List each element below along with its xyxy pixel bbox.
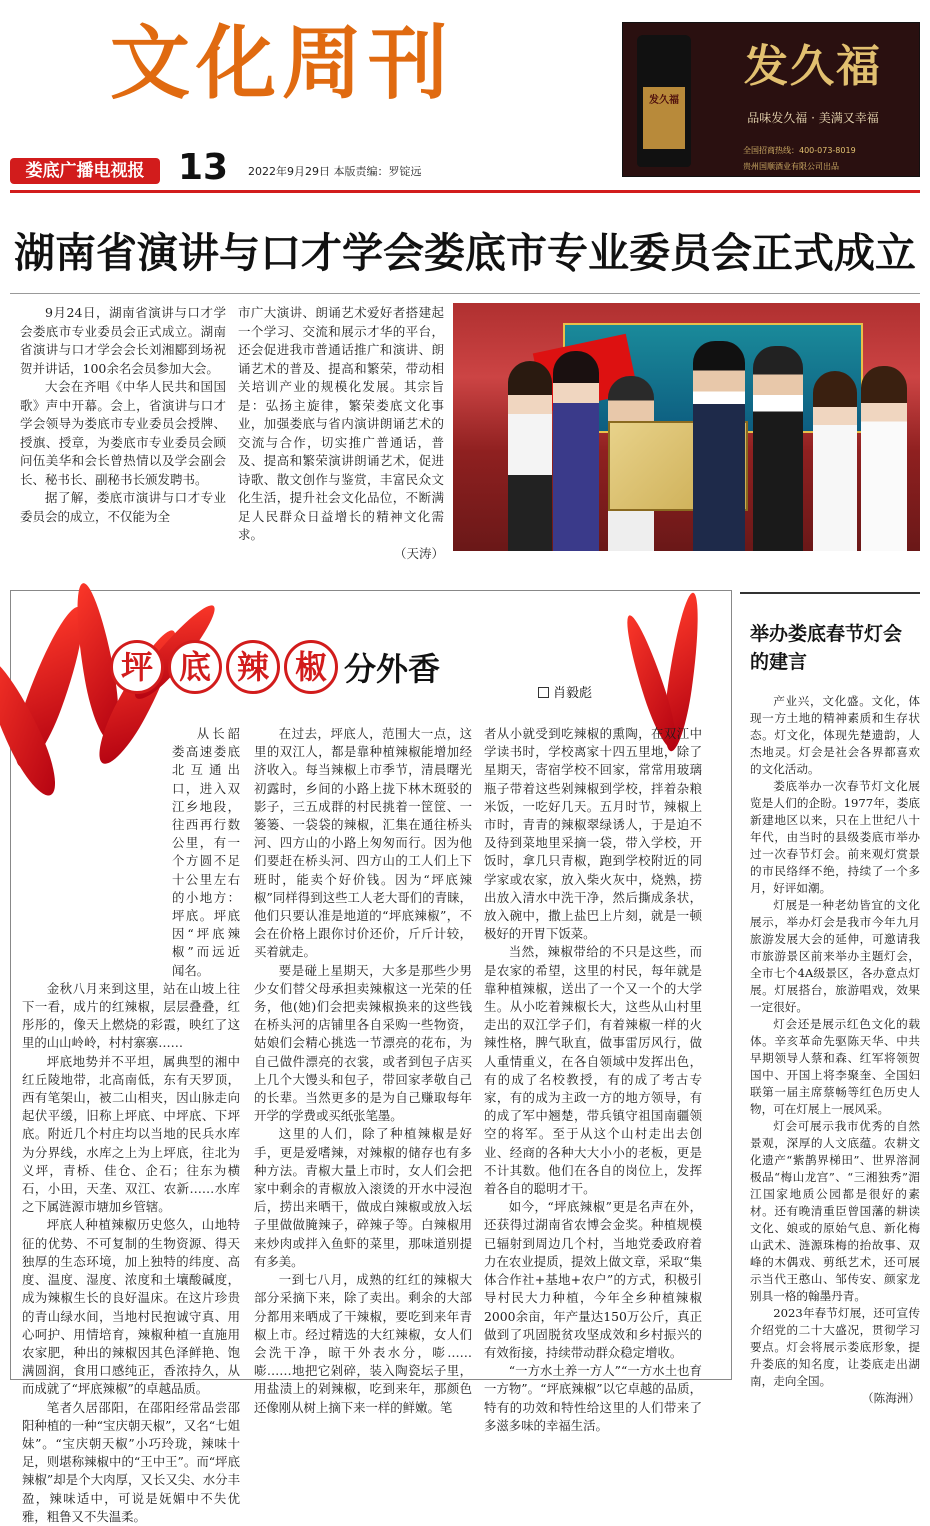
sidebar-title: 举办娄底春节灯会的建言	[750, 623, 903, 673]
article1-paragraph: 市广大演讲、朗诵艺术爱好者搭建起一个学习、交流和展示才华的平台，还会促进我市普通话推广和演讲、朗诵艺术的普及、提高和繁荣，带动相关培训产业的规模化发展。其宗旨是：弘扬主旋律，繁荣娄底文化事业，加强娄底与省内演讲朗诵艺术的交流与合作，切实推广普通话，普及、提高和繁荣演讲朗诵艺术，促进诗歌、散文创作与鉴赏，丰富民众文化生活，提升社会文化品位，不断满足人民群众日益增长的精神文化需求。	[238, 305, 444, 542]
ad-company: 贵州国顺酒业有限公司出品	[743, 162, 839, 171]
article2-paragraph: 在过去，坪底人，范围大一点，这里的双江人，都是靠种植辣椒能增加经济收入。每当辣椒上市季节，清晨曙光初露时，乡间的小路上拢下林木斑驳的影子，三五成群的村民挑着一筐筐、一篓篓、一袋袋的辣椒，汇集在通往桥头河、四方山的小路上匆匆而行。因为他们要赶在桥头河、四方山的工人们上下班时，能卖个好价钱。因为“坪底辣椒”同样得到这些工人老大哥们的青睐，他们只要认准是地道的“坪底辣椒”，不会在价格上跟你讨价还价，斤斤计较，买着就走。	[254, 726, 472, 960]
byline-box-icon	[538, 687, 549, 698]
article1-paragraph: 9月24日，湖南省演讲与口才学会娄底市专业委员会正式成立。湖南省演讲与口才学会会长刘湘郾到场祝贺并讲话，100余名会员参加大会。	[20, 305, 226, 376]
article2-paragraph: 笔者久居邵阳，在邵阳经常品尝邵阳种植的一种“宝庆朝天椒”，又名“七姐妹”。“宝庆朝天椒”小巧玲珑，辣味十足，则堪称辣椒中的“王中王”。而“坪底辣椒”却是个大肉厚，又长又尖、水分丰盈，辣味适中，可说是妩媚中不失优雅，粗鲁又不失温柔。	[22, 1399, 240, 1524]
page-number: 13	[178, 147, 229, 188]
sidebar-paragraph: 灯会还是展示红色文化的载体。辛亥革命先驱陈天华、中共早期领导人蔡和森、红军将领贺国中、开国上将李聚奎、全国妇联第一届主席蔡畅等红色历史人物，可在灯展上一展风采。	[750, 1017, 920, 1116]
article2-column-2	[254, 725, 472, 1417]
sidebar-paragraph: 灯展是一种老幼皆宜的文化展示，举办灯会是我市今年九月旅游发展大会的延伸，可邀请我市旅游景区前来举办主题灯会，全市七个4A级景区，各办意点灯展。灯展搭台，旅游唱戏，效果一定很好。	[750, 898, 920, 1014]
feature-title	[110, 640, 440, 706]
liquor-advertisement[interactable]	[622, 22, 920, 177]
article2-paragraph: 从长韶娄高速娄底北互通出口，进入双江乡地段，往西再行数公里，有一个方圆不足十公里左右的小地方：坪底。坪底因“坪底辣椒”而远近闻名。	[172, 726, 240, 978]
headline-divider	[10, 293, 920, 294]
article2-paragraph: 这里的人们，除了种植辣椒是好手，更是爱嗜辣，对辣椒的储存也有多种方法。青椒大量上市时，女人们会把家中剩余的青椒放入滚烫的开水中浸泡后，捞出来晒干，做成白辣椒或放入坛子里做做腌辣子，碎辣子等。白辣椒用来炒肉或拌入鱼虾的菜里，那味道别提有多美。	[254, 1126, 472, 1269]
sidebar-paragraph: 灯会可展示我市优秀的自然景观，深厚的人文底蕴。农耕文化遗产“紫鹊界梯田”、世界溶洞极品“梅山龙宫”、“三湘独秀”湄江国家地质公园都是很好的素材。还有晚清重臣曾国藩的耕读文化、娘或的原始气息、新化梅山武术、涟源珠梅的抬故事、双峰的木偶戏、剪纸艺术，还可展示当代王憨山、邹传安、颜家龙别具一格的翰墨丹青。	[750, 1119, 920, 1303]
article2-column-3	[484, 725, 702, 1435]
feature-author: 肖毅彪	[553, 686, 593, 701]
title-char: 椒	[284, 640, 338, 694]
photo-person	[813, 371, 857, 551]
sidebar-paragraph: 娄底举办一次春节灯文化展览是人们的企盼。1977年，娄底新建地区以来，只在上世纪八十年代，由当时的县级娄底市举办过一次春节灯会。前来观灯赏景的市民络绎不绝，持续了一个多月，好评如潮。	[750, 779, 920, 895]
sidebar-paragraph: 2023年春节灯展，还可宣传介绍党的二十大盛况，贯彻学习要点。灯会将展示娄底形象，提升娄底的知名度，让娄底走出湖南，走向全国。	[750, 1306, 920, 1388]
article2-column-1	[22, 725, 240, 1526]
title-char: 底	[168, 640, 222, 694]
article1-column-1	[20, 304, 226, 526]
article2-paragraph: 金秋八月来到这里，站在山坡上往下一看，成片的红辣椒，层层叠叠，红彤彤的，像天上燃烧的彩霞，映红了这里的山山岭岭，村村寨寨……	[22, 980, 240, 1051]
photo-person	[693, 341, 745, 551]
masthead-divider	[10, 190, 920, 193]
title-rest: 分外香	[344, 650, 441, 688]
photo-person	[753, 346, 803, 551]
ad-brand: 发久福	[744, 41, 882, 92]
ceremony-photo	[453, 303, 920, 551]
sidebar-body	[750, 693, 920, 1407]
masthead-title: 文化周刊	[110, 17, 454, 110]
article1-paragraph: 据了解，娄底市演讲与口才专业委员会的成立，不仅能为全	[20, 490, 226, 524]
paper-name-badge: 娄底广播电视报	[10, 158, 160, 184]
sidebar-signature: （陈海洲）	[862, 1391, 920, 1405]
article1-headline: 湖南省演讲与口才学会娄底市专业委员会正式成立	[14, 229, 916, 277]
ad-phone: 全国招商热线：400-073-8019	[743, 146, 856, 155]
article2-paragraph: 坪底地势并不平坦，属典型的湘中红丘陵地带，北高南低，东有天罗顶，西有笔架山，被二山相夹，因山脉走向起伏平缓，旧称上坪底、中坪底、下坪底。附近几个村庄均以当地的民兵水库为分界线，水库之上为上坪底，往北为义坪，青桥、佳仓、企石；往东为横石，小田，天垄、双江、农新……水库之下属涟源市塘加乡管辖。	[22, 1053, 240, 1215]
article1-signature: （天涛）	[393, 545, 444, 561]
feature-byline	[538, 682, 592, 701]
photo-person	[508, 361, 552, 551]
photo-person	[553, 351, 599, 551]
title-char: 辣	[226, 640, 280, 694]
photo-person	[861, 366, 907, 551]
sidebar-paragraph: 产业兴，文化盛。文化，体现一方土地的精神素质和生存状态。灯文化，体现先楚遗韵，人杰地灵。灯会是社会各界都喜欢的文化活动。	[750, 694, 920, 776]
article2-paragraph: 如今，“坪底辣椒”更是名声在外，还获得过湖南省农博会金奖。种植规模已辐射到周边几个村，当地党委政府着力在农业提质，提效上做文章，采取“集体合作社+基地+农户”的方式，积极引导村民大力种植，今年全乡种植辣椒2000余亩，年产量达150万公斤，真正做到了巩固脱贫攻坚成效和乡村振兴的有效衔接，持续带动群众稳定增收。	[484, 1199, 702, 1360]
article1-column-2	[238, 304, 444, 563]
article1-paragraph: 大会在齐唱《中华人民共和国国歌》声中开幕。会上，省演讲与口才学会领导为娄底市专业委员会授牌、授旗、授章，为娄底市专业委员会顾问伍美华和会长曾热情以及学会副会长、秘书长、副秘书长颁发聘书。	[20, 379, 226, 487]
issue-info: 2022年9月29日 本版责编：罗锭远	[248, 165, 422, 178]
bottle-label: 发久福	[643, 87, 685, 149]
ad-slogan: 品味发久福 · 美满又幸福	[747, 111, 879, 125]
article2-paragraph: 坪底人种植辣椒历史悠久，山地特征的优势、不可复制的生物资源、得天独厚的生态环境，加上独特的纬度、高度、温度、湿度、浓度和土壤酸碱度，成为辣椒生长的良好温床。在这片珍贵的青山绿水间，当地村民抱诚守真、用心呵护、用情培育，辣椒种植一直施用农家肥，种出的辣椒因其色泽鲜艳、饱满圆润，食用口感纯正，香浓持久，从而成就了“坪底辣椒”的卓越品质。	[22, 1217, 240, 1397]
title-char: 坪	[110, 640, 164, 694]
sidebar-divider	[740, 592, 920, 594]
bottle-image	[637, 35, 691, 167]
article2-paragraph: “一方水土养一方人”“一方水土也育一方物”。“坪底辣椒”以它卓越的品质，特有的功效和特性给这里的人们带来了多滋多味的幸福生活。	[484, 1363, 702, 1433]
article2-paragraph: 者从小就受到吃辣椒的熏陶，在双江中学读书时，学校离家十四五里地，除了星期天，寄宿学校不回家，常常用玻璃瓶子带着这些剁辣椒到学校，拌着杂粮米饭，一吃好几天。五月时节，辣椒上市时，青青的辣椒翠绿诱人，于是迫不及待到菜地里采摘一袋，带入学校，开饭时，拿几只青椒，跑到学校附近的同学家或农家，放入柴火灰中，烧熟，捞出放入清水中洗干净，然后撕成条状，放入碗中，撒上盐巴上片刻，就是一顿极好的开胃下饭菜。	[484, 726, 702, 942]
article2-paragraph: 当然，辣椒带给的不只是这些，而是农家的希望，这里的村民，每年就是靠种植辣椒，送出了一个又一个的大学生。从小吃着辣椒长大，这些从山村里走出的双江学子们，有着辣椒一样的火辣性格，脾气耿直，做事雷厉风行，做人重情重义，在各自领域中发挥出色，有的成了名校教授，有的成了考古专家，有的成为主政一方的地方领导，有的成了军中翘楚，带兵镇守祖国南疆领空的将军。至于从这个山村走出去创业、经商的各种大大小小的老板，更是不计其数。他们在各自的岗位上，发挥着各自的聪明才干。	[484, 944, 702, 1197]
article2-paragraph: 要是碰上星期天，大多是那些少男少女们替父母承担卖辣椒这一光荣的任务，他(她)们会把卖辣椒换来的这些钱在桥头河的店铺里各自采购一些物资，姑娘们会精心挑选一节漂亮的花布，为自己做件漂亮的衣裳，或者到包子店买上几个大馒头和包子，带回家孝敬自己的长辈。当然更多的是为自己赚取每年开学的学费或买纸张笔墨。	[254, 962, 472, 1124]
article2-paragraph: 一到七八月，成熟的红红的辣椒大部分采摘下来，除了卖出。剩余的大部分都用来晒成了干辣椒，要吃到来年青椒上市。经过精选的大红辣椒，女人们会洗干净，晾干外表水分，嘭……嘭……地把它剁碎，装入陶瓷坛子里，用盐渍上的剁辣椒，吃到来年，那颜色还像刚从树上摘下来一样的鲜嫩。笔	[254, 1272, 472, 1415]
